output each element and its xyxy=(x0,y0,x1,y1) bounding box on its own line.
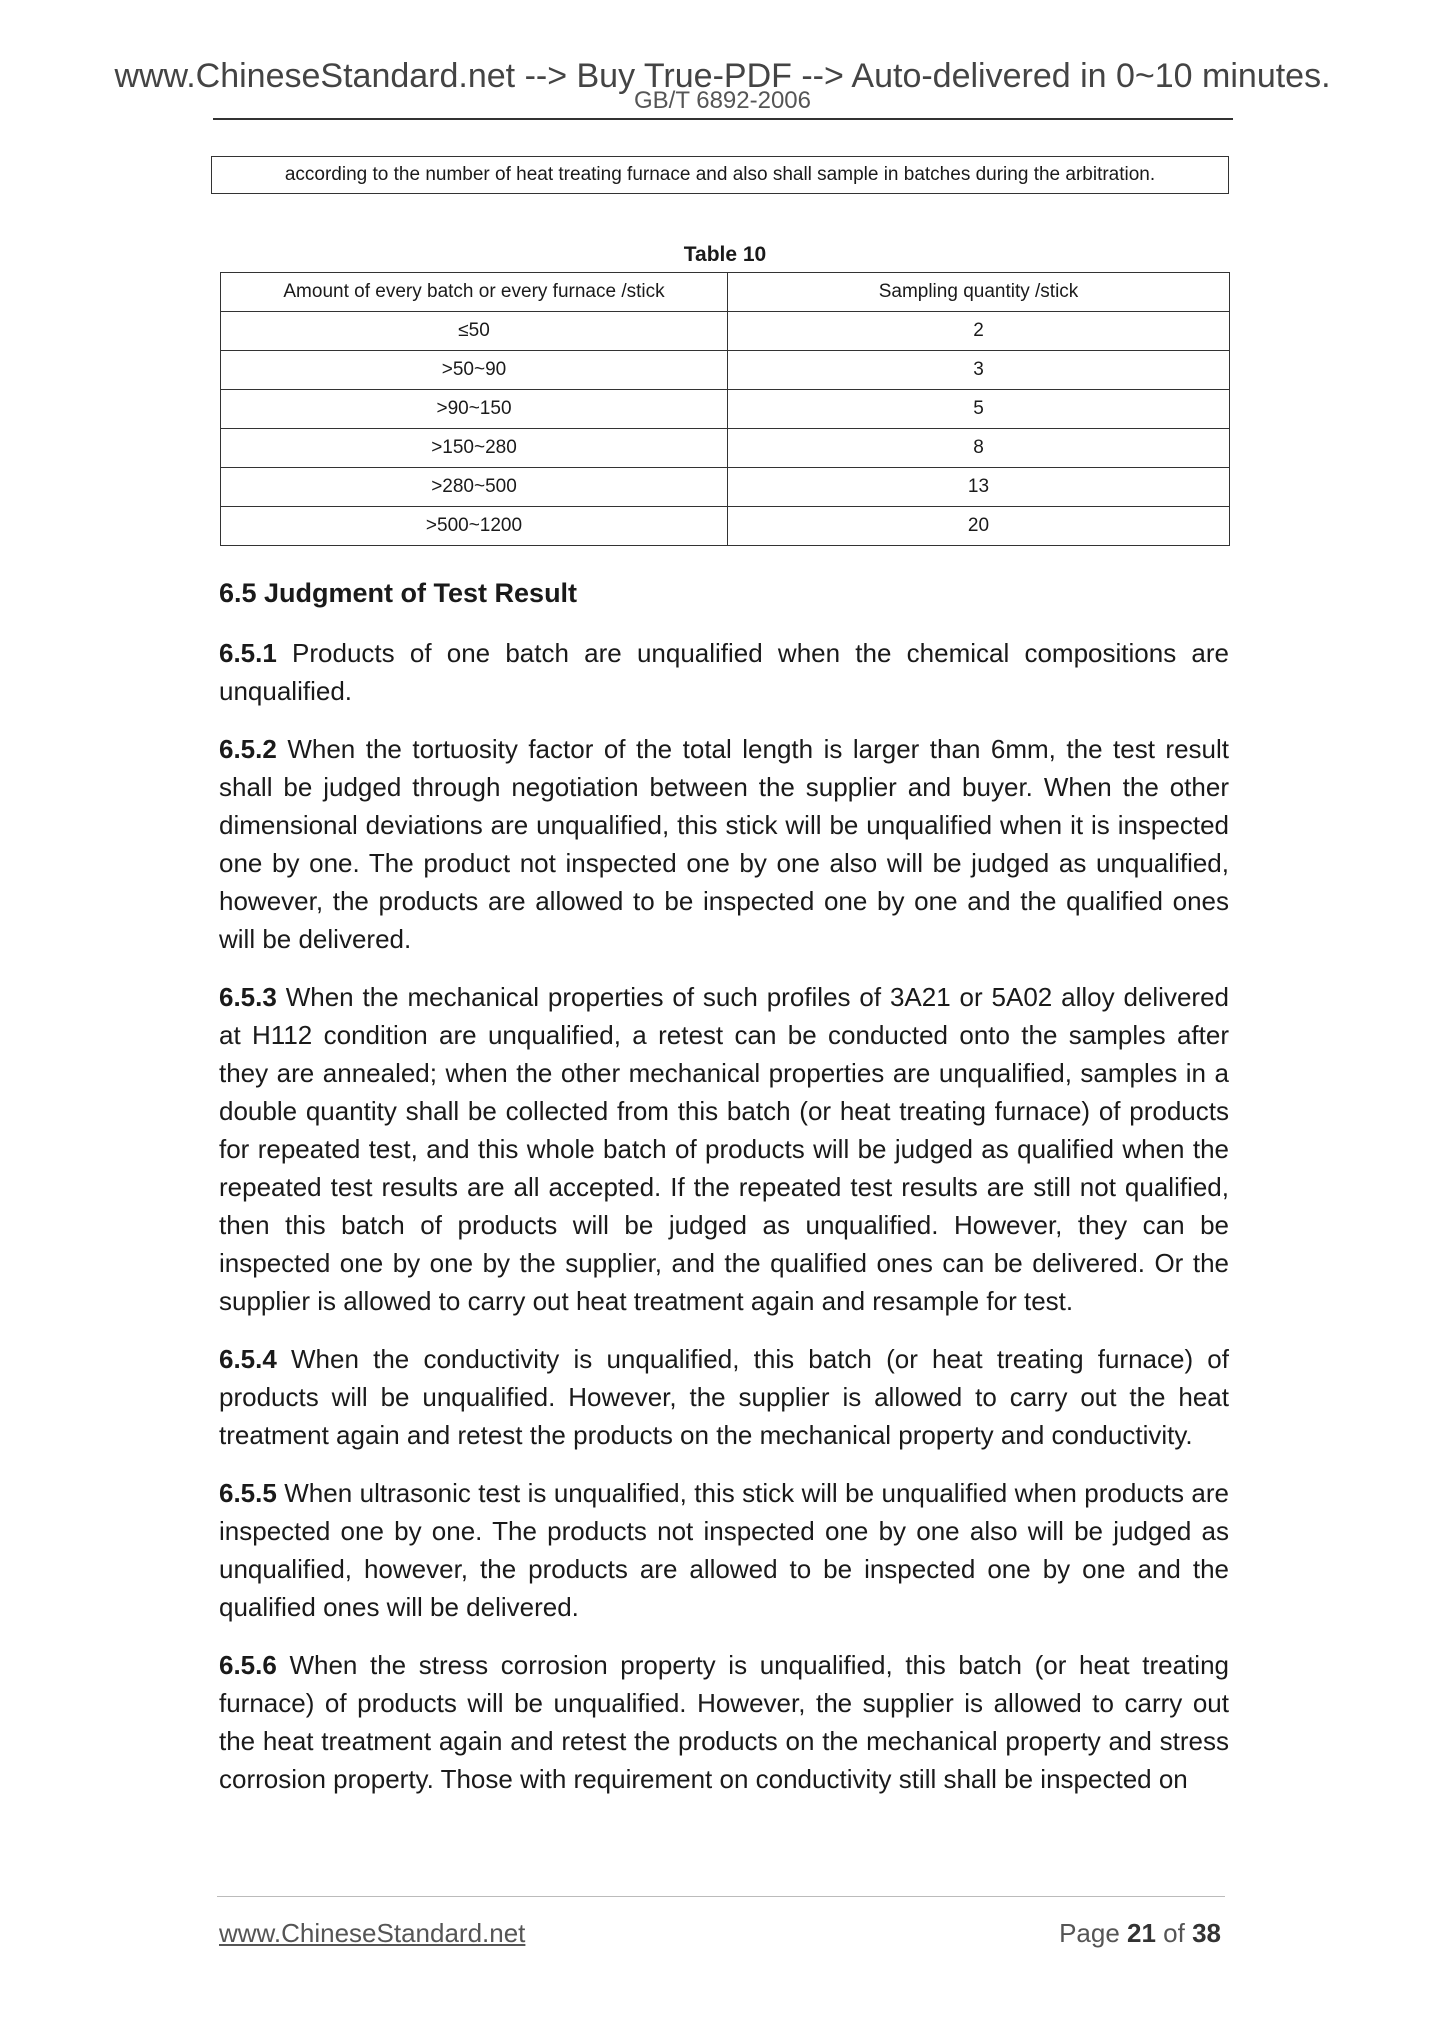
clause-number: 6.5.6 xyxy=(219,1650,277,1680)
quantity-cell: 5 xyxy=(728,390,1230,429)
amount-cell: ≤50 xyxy=(221,312,728,351)
quantity-cell: 20 xyxy=(728,507,1230,546)
table-row xyxy=(221,390,1230,429)
table-row xyxy=(221,507,1230,546)
amount-cell: >50~90 xyxy=(221,351,728,390)
amount-cell: >90~150 xyxy=(221,390,728,429)
header-divider xyxy=(213,118,1233,120)
footer-website-link[interactable]: www.ChineseStandard.net xyxy=(219,1918,526,1948)
quantity-cell: 8 xyxy=(728,429,1230,468)
amount-cell: >500~1200 xyxy=(221,507,728,546)
column-header-quantity: Sampling quantity /stick xyxy=(728,273,1230,312)
clause-number: 6.5.5 xyxy=(219,1478,277,1508)
clause-6-5-5 xyxy=(219,1474,1229,1626)
clause-text: When the tortuosity factor of the total length is larger than 6mm, the test result shall be judged through negotiation between the supplier and buyer. When the other dimensional deviations are unqualified, this stick will be unqualified when it is inspected one by one. The product not inspected one by one also will be judged as unqualified, however, the products are allowed to be inspected one by one and the qualified ones will be delivered. xyxy=(219,734,1229,954)
clause-text: Products of one batch are unqualified when the chemical compositions are unqualified. xyxy=(219,638,1229,706)
table-row xyxy=(221,429,1230,468)
document-body xyxy=(219,574,1229,1818)
clause-number: 6.5.1 xyxy=(219,638,277,668)
page-prefix: Page xyxy=(1059,1918,1128,1948)
clause-text: When the conductivity is unqualified, this batch (or heat treating furnace) of products will be unqualified. However, the supplier is allowed to carry out the heat treatment again and retest the products on the mechanical property and conductivity. xyxy=(219,1344,1229,1450)
page-total: 38 xyxy=(1192,1918,1221,1948)
quantity-cell: 2 xyxy=(728,312,1230,351)
section-heading: 6.5 Judgment of Test Result xyxy=(219,578,578,608)
clause-number: 6.5.4 xyxy=(219,1344,277,1374)
clause-6-5-2 xyxy=(219,730,1229,958)
footer-divider xyxy=(217,1896,1225,1897)
table-row xyxy=(221,312,1230,351)
page-of: of xyxy=(1155,1918,1193,1948)
page-current: 21 xyxy=(1127,1918,1156,1948)
amount-cell: >150~280 xyxy=(221,429,728,468)
table-row xyxy=(221,351,1230,390)
clause-6-5-4 xyxy=(219,1340,1229,1454)
column-header-amount: Amount of every batch or every furnace /stick xyxy=(221,273,728,312)
amount-cell: >280~500 xyxy=(221,468,728,507)
clause-text: When ultrasonic test is unqualified, this stick will be unqualified when products are inspected one by one. The products not inspected one by one also will be judged as unqualified, however, the products are allowed to be inspected one by one and the qualified ones will be delivered. xyxy=(219,1478,1229,1622)
table-header-row xyxy=(221,273,1230,312)
clause-text: When the stress corrosion property is unqualified, this batch (or heat treating furnace) of products will be unqualified. However, the supplier is allowed to carry out the heat treatment again and retest the products on the mechanical property and stress corrosion property. Those with requirement on conductivity still shall be inspected on xyxy=(219,1650,1229,1794)
clause-text: When the mechanical properties of such profiles of 3A21 or 5A02 alloy delivered at H112 condition are unqualified, a retest can be conducted onto the samples after they are annealed; when the other mechanical properties are unqualified, samples in a double quantity shall be collected from this batch (or heat treating furnace) of products for repeated test, and this whole batch of products will be judged as qualified when the repeated test results are all accepted. If the repeated test results are still not qualified, then this batch of products will be judged as unqualified. However, they can be inspected one by one by the supplier, and the qualified ones can be delivered. Or the supplier is allowed to carry out heat treatment again and resample for test. xyxy=(219,982,1229,1316)
sampling-table xyxy=(220,272,1230,546)
header-banner[interactable]: www.ChineseStandard.net --> Buy True-PDF --> Auto-delivered in 0~10 minutes. xyxy=(114,57,1331,95)
clause-6-5-6 xyxy=(219,1646,1229,1798)
clause-6-5-3 xyxy=(219,978,1229,1320)
clause-6-5-1 xyxy=(219,634,1229,710)
table-caption: Table 10 xyxy=(683,243,767,266)
continued-table-note: according to the number of heat treating furnace and also shall sample in batches during the arbitration. xyxy=(211,156,1229,194)
clause-number: 6.5.2 xyxy=(219,734,277,764)
document-code: GB/T 6892-2006 xyxy=(633,87,811,114)
quantity-cell: 13 xyxy=(728,468,1230,507)
page-indicator xyxy=(1059,1918,1221,1948)
clause-number: 6.5.3 xyxy=(219,982,277,1012)
table-row xyxy=(221,468,1230,507)
quantity-cell: 3 xyxy=(728,351,1230,390)
